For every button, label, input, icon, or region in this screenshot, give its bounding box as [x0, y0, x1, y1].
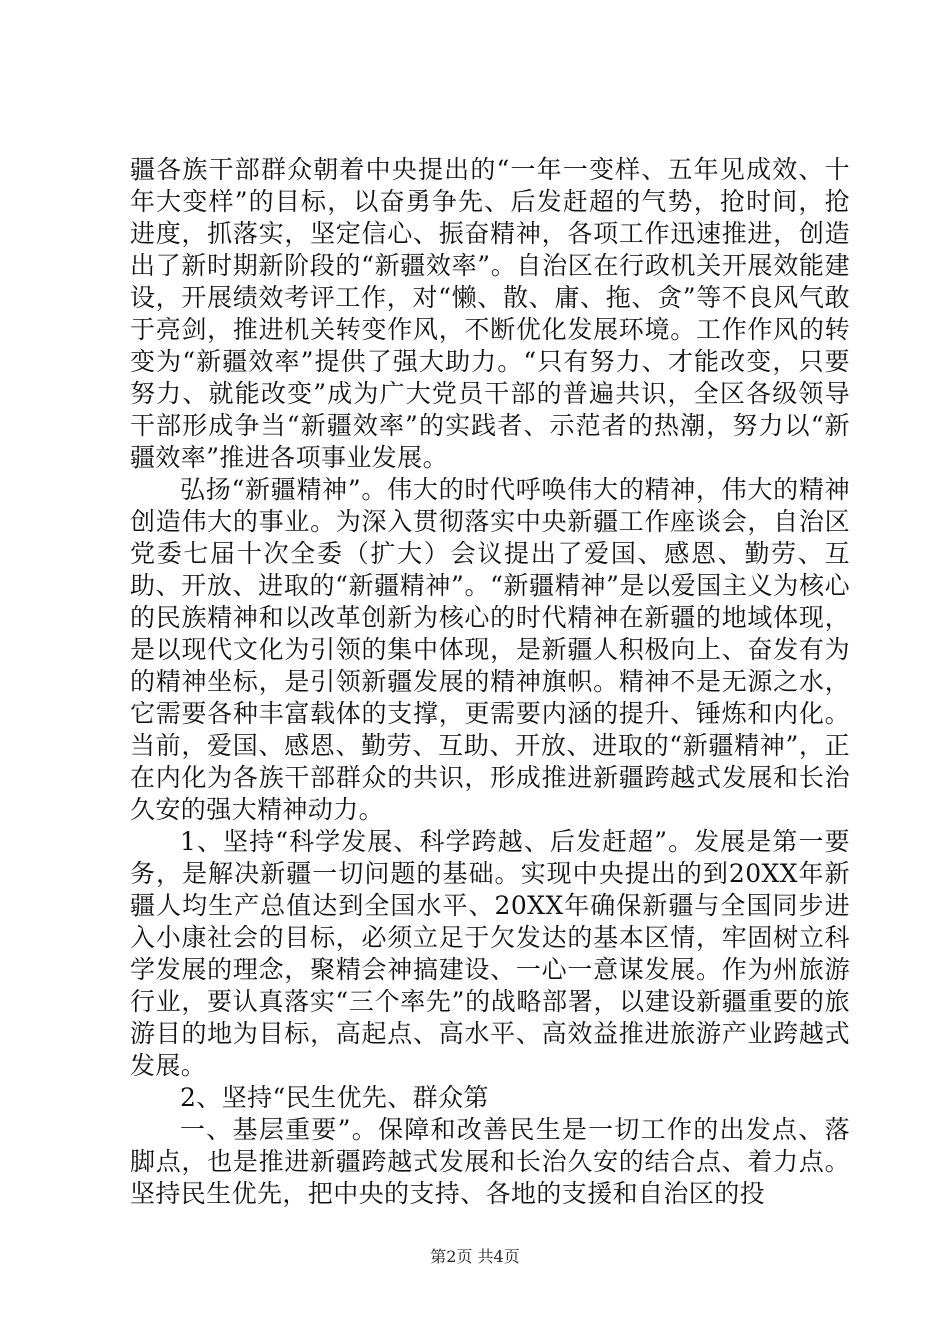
paragraph-3: 1、坚持“科学发展、科学跨越、后发赶超”。发展是第一要务，是解决新疆一切问题的基础。实现中央提出的到20XX年新疆人均生产总值达到全国水平、20XX年确保新疆与全国同步进入小康社会的目标，必须立足于欠发达的基本区情，牢固树立科学发展的理念，聚精会神搞建设、一心一意谋发展。作为州旅游行业，要认真落实“三个率先”的战略部署，以建设新疆重要的旅游目的地为目标，高起点、高水平、高效益推进旅游产业跨越式发展。 — [130, 827, 850, 1080]
page-number-footer: 第2页 共4页 — [430, 1247, 520, 1266]
document-body — [130, 154, 850, 1210]
paragraph-2: 弘扬“新疆精神”。伟大的时代呼唤伟大的精神，伟大的精神创造伟大的事业。为深入贯彻落实中央新疆工作座谈会，自治区党委七届十次全委（扩大）会议提出了爱国、感恩、勤劳、互助、开放、进取的“新疆精神”。“新疆精神”是以爱国主义为核心的民族精神和以改革创新为核心的时代精神在新疆的地域体现，是以现代文化为引领的集中体现，是新疆人积极向上、奋发有为的精神坐标，是引领新疆发展的精神旗帜。精神不是无源之水，它需要各种丰富载体的支撑，更需要内涵的提升、锤炼和内化。当前，爱国、感恩、勤劳、互助、开放、进取的“新疆精神”，正在内化为各族干部群众的共识，形成推进新疆跨越式发展和长治久安的强大精神动力。 — [130, 475, 850, 824]
paragraph-1: 疆各族干部群众朝着中央提出的“一年一变样、五年见成效、十年大变样”的目标，以奋勇争先、后发赶超的气势，抢时间，抢进度，抓落实，坚定信心、振奋精神，各项工作迅速推进，创造出了新时期新阶段的“新疆效率”。自治区在行政机关开展效能建设，开展绩效考评工作，对“懒、散、庸、拖、贪”等不良风气敢于亮剑，推进机关转变作风，不断优化发展环境。工作作风的转变为“新疆效率”提供了强大助力。“只有努力、才能改变，只要努力、就能改变”成为广大党员干部的普遍共识，全区各级领导干部形成争当“新疆效率”的实践者、示范者的热潮，努力以“新疆效率”推进各项事业发展。 — [130, 155, 850, 472]
paragraph-5: 一、基层重要”。保障和改善民生是一切工作的出发点、落脚点，也是推进新疆跨越式发展和长治久安的结合点、着力点。坚持民生优先，把中央的支持、各地的支援和自治区的投 — [130, 1115, 850, 1208]
paragraph-4: 2、坚持“民生优先、群众第 — [180, 1083, 489, 1112]
